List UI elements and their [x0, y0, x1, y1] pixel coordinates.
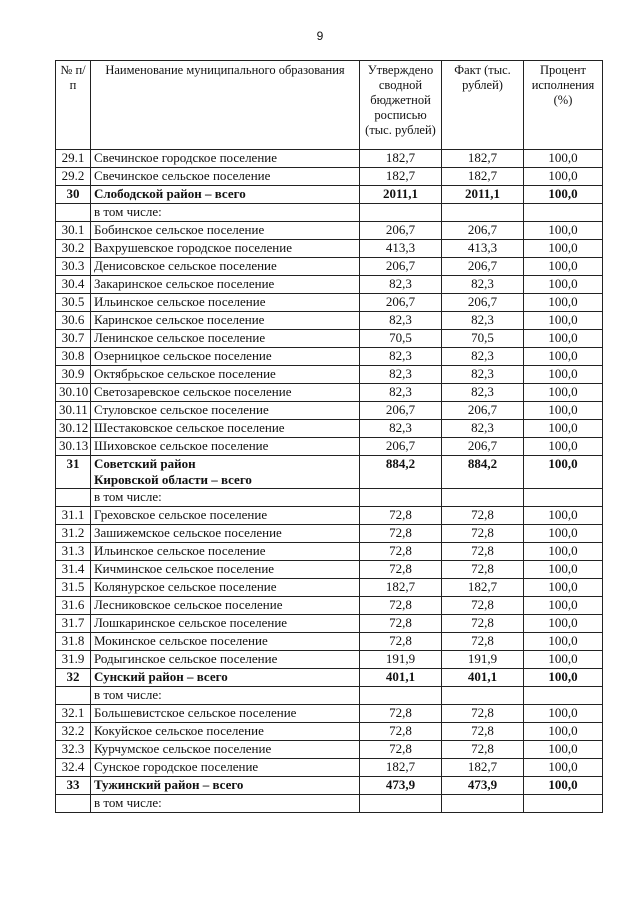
row-percent-value: [524, 489, 603, 507]
table-row: [56, 168, 603, 186]
row-fact-value: 72,8: [442, 705, 524, 723]
row-approved-value: 82,3: [360, 276, 442, 294]
table-row: [56, 651, 603, 669]
row-approved-value: 182,7: [360, 759, 442, 777]
row-municipality-name: Сунский район – всего: [91, 669, 360, 687]
row-approved-value: 72,8: [360, 705, 442, 723]
row-number: 30.11: [56, 402, 91, 420]
row-approved-value: 72,8: [360, 543, 442, 561]
table-row: [56, 723, 603, 741]
table-row: [56, 561, 603, 579]
row-percent-value: 100,0: [524, 240, 603, 258]
row-fact-value: [442, 489, 524, 507]
row-percent-value: 100,0: [524, 222, 603, 240]
row-number: 30.6: [56, 312, 91, 330]
table-row: [56, 258, 603, 276]
row-approved-value: 72,8: [360, 561, 442, 579]
row-number: 31.5: [56, 579, 91, 597]
row-municipality-name: Мокинское сельское поселение: [91, 633, 360, 651]
row-percent-value: 100,0: [524, 330, 603, 348]
row-municipality-name: Ильинское сельское поселение: [91, 294, 360, 312]
row-approved-value: 206,7: [360, 258, 442, 276]
row-approved-value: 2011,1: [360, 186, 442, 204]
row-fact-value: 82,3: [442, 384, 524, 402]
row-number: 32: [56, 669, 91, 687]
row-percent-value: 100,0: [524, 402, 603, 420]
table-row: [56, 420, 603, 438]
row-number: 29.2: [56, 168, 91, 186]
row-municipality-name: Ленинское сельское поселение: [91, 330, 360, 348]
row-approved-value: [360, 795, 442, 813]
row-fact-value: 401,1: [442, 669, 524, 687]
row-fact-value: 206,7: [442, 294, 524, 312]
row-number: 30.7: [56, 330, 91, 348]
row-municipality-name: Каринское сельское поселение: [91, 312, 360, 330]
row-fact-value: 72,8: [442, 741, 524, 759]
row-percent-value: 100,0: [524, 759, 603, 777]
row-fact-value: 82,3: [442, 420, 524, 438]
row-fact-value: 72,8: [442, 723, 524, 741]
table-row: [56, 489, 603, 507]
row-percent-value: 100,0: [524, 258, 603, 276]
row-percent-value: 100,0: [524, 669, 603, 687]
row-municipality-name: Свечинское сельское поселение: [91, 168, 360, 186]
row-fact-value: 70,5: [442, 330, 524, 348]
row-fact-value: 413,3: [442, 240, 524, 258]
row-municipality-name: Советский район Кировской области – всего: [91, 456, 360, 489]
row-approved-value: 206,7: [360, 294, 442, 312]
row-fact-value: 72,8: [442, 615, 524, 633]
table-row: [56, 384, 603, 402]
page-number: 9: [316, 29, 324, 43]
row-percent-value: 100,0: [524, 741, 603, 759]
table-row: [56, 312, 603, 330]
row-fact-value: 72,8: [442, 525, 524, 543]
row-municipality-name: Свечинское городское поселение: [91, 150, 360, 168]
table-row: [56, 759, 603, 777]
row-number: [56, 687, 91, 705]
row-fact-value: 206,7: [442, 222, 524, 240]
row-municipality-name: Родыгинское сельское поселение: [91, 651, 360, 669]
table-header-row: [56, 61, 603, 150]
row-fact-value: 182,7: [442, 150, 524, 168]
row-number: [56, 795, 91, 813]
table-row: [56, 240, 603, 258]
row-approved-value: 72,8: [360, 633, 442, 651]
row-percent-value: 100,0: [524, 525, 603, 543]
row-number: 30.9: [56, 366, 91, 384]
row-number: 31.9: [56, 651, 91, 669]
row-percent-value: 100,0: [524, 294, 603, 312]
row-municipality-name: Шестаковское сельское поселение: [91, 420, 360, 438]
table-row: [56, 543, 603, 561]
row-fact-value: 182,7: [442, 579, 524, 597]
row-fact-value: [442, 795, 524, 813]
table-row: [56, 615, 603, 633]
row-municipality-name: Большевистское сельское поселение: [91, 705, 360, 723]
row-approved-value: 206,7: [360, 438, 442, 456]
table-row: [56, 276, 603, 294]
row-number: 32.2: [56, 723, 91, 741]
row-percent-value: 100,0: [524, 456, 603, 489]
table-row: [56, 330, 603, 348]
row-municipality-name: Озерницкое сельское поселение: [91, 348, 360, 366]
row-approved-value: 206,7: [360, 402, 442, 420]
row-municipality-name: Шиховское сельское поселение: [91, 438, 360, 456]
row-approved-value: 182,7: [360, 168, 442, 186]
row-municipality-name: в том числе:: [91, 687, 360, 705]
row-percent-value: 100,0: [524, 507, 603, 525]
row-municipality-name: Кокуйское сельское поселение: [91, 723, 360, 741]
table-row: [56, 402, 603, 420]
row-number: 31.7: [56, 615, 91, 633]
header-municipality-name: Наименование муниципального образования: [91, 61, 360, 150]
row-percent-value: 100,0: [524, 579, 603, 597]
row-fact-value: 82,3: [442, 276, 524, 294]
row-fact-value: 884,2: [442, 456, 524, 489]
row-approved-value: 82,3: [360, 348, 442, 366]
row-approved-value: 473,9: [360, 777, 442, 795]
row-municipality-name: Бобинское сельское поселение: [91, 222, 360, 240]
table-row-total: [56, 186, 603, 204]
row-number: 30.13: [56, 438, 91, 456]
row-number: 31.6: [56, 597, 91, 615]
row-percent-value: 100,0: [524, 276, 603, 294]
row-fact-value: 82,3: [442, 348, 524, 366]
row-percent-value: 100,0: [524, 366, 603, 384]
row-municipality-name: Стуловское сельское поселение: [91, 402, 360, 420]
row-fact-value: 2011,1: [442, 186, 524, 204]
row-approved-value: 82,3: [360, 384, 442, 402]
row-number: [56, 204, 91, 222]
row-number: 31.3: [56, 543, 91, 561]
table-row: [56, 204, 603, 222]
row-percent-value: 100,0: [524, 705, 603, 723]
table-row-total: [56, 456, 603, 489]
row-fact-value: 206,7: [442, 258, 524, 276]
row-number: 31.1: [56, 507, 91, 525]
row-approved-value: 72,8: [360, 741, 442, 759]
row-approved-value: [360, 489, 442, 507]
table-row: [56, 507, 603, 525]
row-fact-value: 182,7: [442, 168, 524, 186]
row-approved-value: [360, 204, 442, 222]
row-municipality-name: в том числе:: [91, 489, 360, 507]
header-percent: Процент исполнения (%): [524, 61, 603, 150]
row-municipality-name: Светозаревское сельское поселение: [91, 384, 360, 402]
table-row: [56, 579, 603, 597]
row-number: 29.1: [56, 150, 91, 168]
table-row: [56, 687, 603, 705]
row-percent-value: 100,0: [524, 312, 603, 330]
row-approved-value: [360, 687, 442, 705]
row-approved-value: 82,3: [360, 312, 442, 330]
row-number: 30.10: [56, 384, 91, 402]
row-municipality-name: в том числе:: [91, 795, 360, 813]
row-fact-value: [442, 687, 524, 705]
row-municipality-name: Денисовское сельское поселение: [91, 258, 360, 276]
row-approved-value: 70,5: [360, 330, 442, 348]
row-fact-value: 82,3: [442, 366, 524, 384]
row-municipality-name: Вахрушевское городское поселение: [91, 240, 360, 258]
row-number: 31: [56, 456, 91, 489]
row-percent-value: [524, 204, 603, 222]
table-row: [56, 597, 603, 615]
table-row: [56, 705, 603, 723]
row-municipality-name: Зашижемское сельское поселение: [91, 525, 360, 543]
row-percent-value: 100,0: [524, 561, 603, 579]
row-percent-value: 100,0: [524, 543, 603, 561]
header-number: № п/п: [56, 61, 91, 150]
row-percent-value: 100,0: [524, 150, 603, 168]
row-number: 30.3: [56, 258, 91, 276]
row-number: 31.8: [56, 633, 91, 651]
row-number: 30: [56, 186, 91, 204]
table-row-total: [56, 669, 603, 687]
row-municipality-name: в том числе:: [91, 204, 360, 222]
row-municipality-name: Колянурское сельское поселение: [91, 579, 360, 597]
row-percent-value: [524, 687, 603, 705]
row-fact-value: 72,8: [442, 543, 524, 561]
table-body: [56, 150, 603, 813]
row-number: 32.3: [56, 741, 91, 759]
row-approved-value: 401,1: [360, 669, 442, 687]
row-municipality-name: Октябрьское сельское поселение: [91, 366, 360, 384]
row-approved-value: 206,7: [360, 222, 442, 240]
row-approved-value: 82,3: [360, 420, 442, 438]
row-municipality-name: Кичминское сельское поселение: [91, 561, 360, 579]
row-fact-value: 206,7: [442, 402, 524, 420]
row-percent-value: 100,0: [524, 777, 603, 795]
row-fact-value: 72,8: [442, 561, 524, 579]
row-number: 30.4: [56, 276, 91, 294]
table-row: [56, 438, 603, 456]
row-number: [56, 489, 91, 507]
row-percent-value: 100,0: [524, 186, 603, 204]
row-number: 30.5: [56, 294, 91, 312]
row-number: 31.2: [56, 525, 91, 543]
table-row: [56, 741, 603, 759]
table-row: [56, 348, 603, 366]
row-municipality-name: Слободской район – всего: [91, 186, 360, 204]
row-approved-value: 72,8: [360, 507, 442, 525]
row-percent-value: 100,0: [524, 348, 603, 366]
row-number: 30.1: [56, 222, 91, 240]
row-approved-value: 72,8: [360, 615, 442, 633]
row-municipality-name: Ильинское сельское поселение: [91, 543, 360, 561]
row-percent-value: 100,0: [524, 420, 603, 438]
row-approved-value: 72,8: [360, 525, 442, 543]
row-fact-value: 206,7: [442, 438, 524, 456]
row-percent-value: 100,0: [524, 384, 603, 402]
row-fact-value: 72,8: [442, 633, 524, 651]
row-municipality-name: Курчумское сельское поселение: [91, 741, 360, 759]
row-approved-value: 182,7: [360, 579, 442, 597]
row-fact-value: 473,9: [442, 777, 524, 795]
header-fact: Факт (тыс. рублей): [442, 61, 524, 150]
row-municipality-name: Лесниковское сельское поселение: [91, 597, 360, 615]
row-municipality-name: Лошкаринское сельское поселение: [91, 615, 360, 633]
row-percent-value: 100,0: [524, 168, 603, 186]
row-percent-value: 100,0: [524, 651, 603, 669]
table-row: [56, 366, 603, 384]
row-fact-value: 82,3: [442, 312, 524, 330]
row-fact-value: [442, 204, 524, 222]
row-percent-value: 100,0: [524, 597, 603, 615]
row-municipality-name: Тужинский район – всего: [91, 777, 360, 795]
row-municipality-name: Греховское сельское поселение: [91, 507, 360, 525]
budget-execution-table: [55, 60, 603, 813]
row-approved-value: 182,7: [360, 150, 442, 168]
row-approved-value: 72,8: [360, 723, 442, 741]
row-municipality-name: Сунское городское поселение: [91, 759, 360, 777]
row-number: 30.8: [56, 348, 91, 366]
row-number: 32.1: [56, 705, 91, 723]
row-percent-value: 100,0: [524, 633, 603, 651]
row-fact-value: 182,7: [442, 759, 524, 777]
row-fact-value: 72,8: [442, 507, 524, 525]
row-number: 32.4: [56, 759, 91, 777]
row-fact-value: 72,8: [442, 597, 524, 615]
row-percent-value: 100,0: [524, 438, 603, 456]
row-approved-value: 884,2: [360, 456, 442, 489]
row-approved-value: 72,8: [360, 597, 442, 615]
table-row: [56, 294, 603, 312]
row-percent-value: 100,0: [524, 615, 603, 633]
table-row: [56, 795, 603, 813]
table-row: [56, 633, 603, 651]
row-number: 33: [56, 777, 91, 795]
table-row: [56, 525, 603, 543]
row-percent-value: [524, 795, 603, 813]
row-approved-value: 413,3: [360, 240, 442, 258]
table-row-total: [56, 777, 603, 795]
header-approved: Утверждено сводной бюджетной росписью (тыс. рублей): [360, 61, 442, 150]
table-row: [56, 150, 603, 168]
row-approved-value: 191,9: [360, 651, 442, 669]
row-municipality-name: Закаринское сельское поселение: [91, 276, 360, 294]
row-approved-value: 82,3: [360, 366, 442, 384]
row-percent-value: 100,0: [524, 723, 603, 741]
row-number: 30.2: [56, 240, 91, 258]
table-row: [56, 222, 603, 240]
row-number: 31.4: [56, 561, 91, 579]
row-number: 30.12: [56, 420, 91, 438]
row-fact-value: 191,9: [442, 651, 524, 669]
